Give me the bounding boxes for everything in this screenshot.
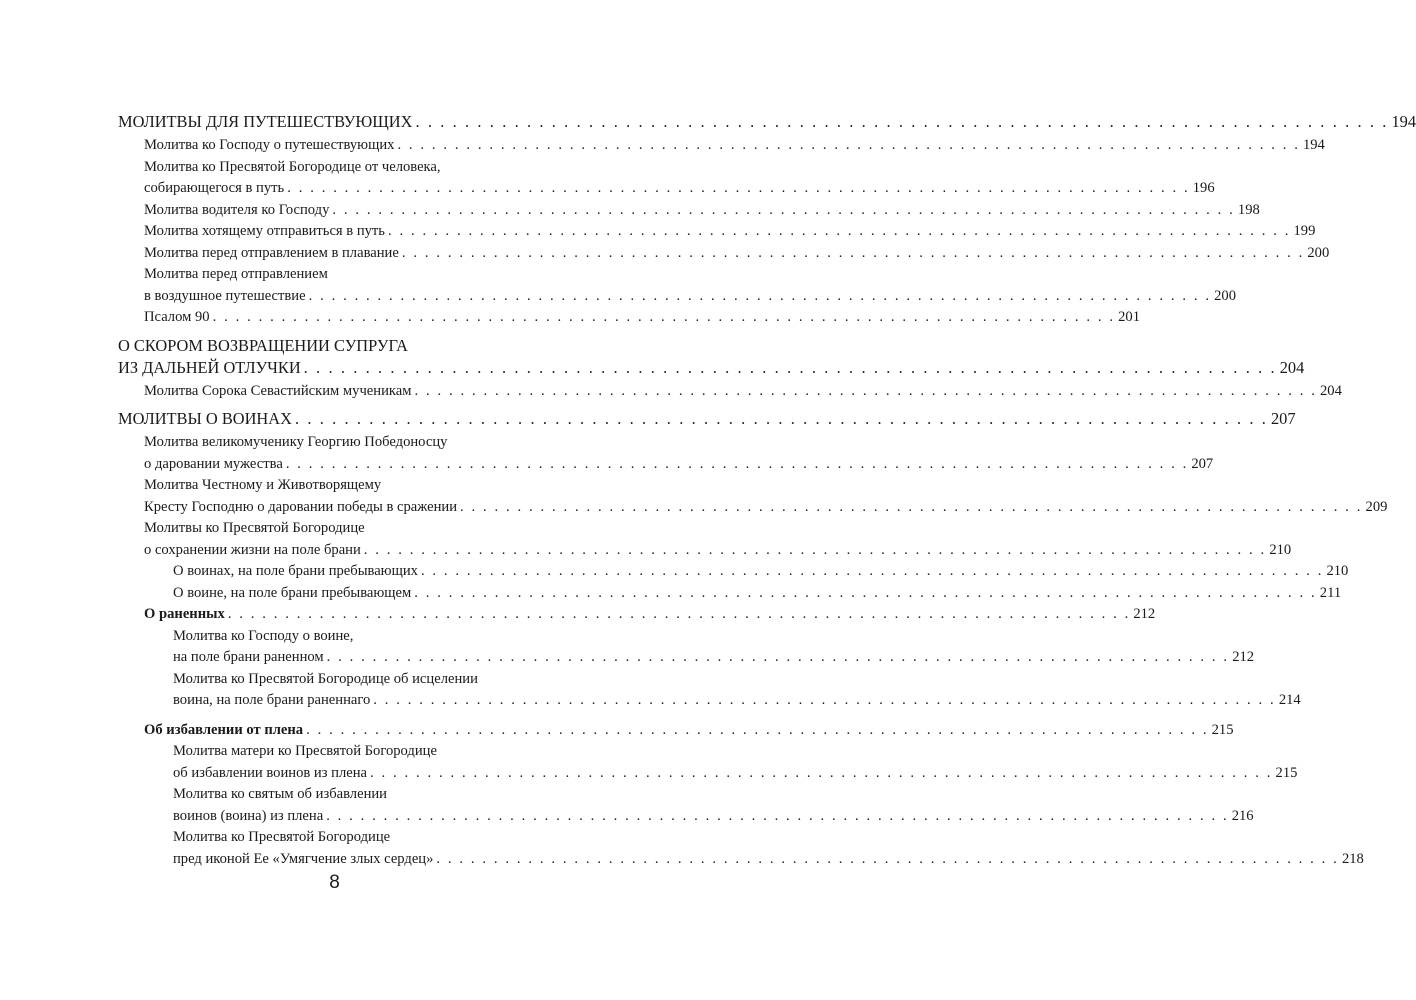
dot-leader: . . . . . . . . . . . . . . . . . . . . . . . . . . . . . . . . . . . . . . . . . . . . . . . . . . . . . . . . . . . . . . . . . . . . . . . . . . . . . . . bbox=[420, 563, 1324, 579]
dot-leader: . . . . . . . . . . . . . . . . . . . . . . . . . . . . . . . . . . . . . . . . . . . . . . . . . . . . . . . . . . . . . . . . . . . . . . . . . . . . . . . bbox=[373, 692, 1276, 708]
dot-leader: . . . . . . . . . . . . . . . . . . . . . . . . . . . . . . . . . . . . . . . . . . . . . . . . . . . . . . . . . . . . . . . . . . . . . . . . . . . . . . . bbox=[387, 223, 1291, 239]
toc-entry-row bbox=[144, 540, 1292, 562]
dot-leader: . . . . . . . . . . . . . . . . . . . . . . . . . . . . . . . . . . . . . . . . . . . . . . . . . . . . . . . . . . . . . . . . . . . . . . . . . . . . . . . bbox=[212, 309, 1116, 325]
toc-page-number: 200 bbox=[1214, 287, 1236, 304]
toc-entry-row bbox=[144, 286, 1236, 308]
toc-entry[interactable] bbox=[118, 475, 1388, 518]
toc-page-number: 199 bbox=[1293, 223, 1316, 239]
toc-entry-title: Молитва Сорока Севастийским мученикам bbox=[144, 382, 412, 399]
toc-entry[interactable] bbox=[118, 200, 1260, 222]
dot-leader: . . . . . . . . . . . . . . . . . . . . . . . . . . . . . . . . . . . . . . . . . . . . . . . . . . . . . . . . . . . . . . . . . . . . . . . . . . . . . . . bbox=[415, 112, 1389, 131]
dot-leader: . . . . . . . . . . . . . . . . . . . . . . . . . . . . . . . . . . . . . . . . . . . . . . . . . . . . . . . . . . . . . . . . . . . . . . . . . . . . . . . bbox=[370, 764, 1273, 781]
dot-leader: . . . . . . . . . . . . . . . . . . . . . . . . . . . . . . . . . . . . . . . . . . . . . . . . . . . . . . . . . . . . . . . . . . . . . . . . . . . . . . . bbox=[436, 850, 1339, 867]
toc-entry-title: Молитва хотящему отправиться в путь bbox=[144, 223, 385, 239]
toc-entry-row bbox=[118, 357, 1305, 379]
dot-leader: . . . . . . . . . . . . . . . . . . . . . . . . . . . . . . . . . . . . . . . . . . . . . . . . . . . . . . . . . . . . . . . . . . . . . . . . . . . . . . . bbox=[363, 541, 1267, 558]
dot-leader: . . . . . . . . . . . . . . . . . . . . . . . . . . . . . . . . . . . . . . . . . . . . . . . . . . . . . . . . . . . . . . . . . . . . . . . . . . . . . . . bbox=[308, 287, 1212, 304]
toc-page-number: 214 bbox=[1278, 692, 1301, 708]
toc-page-number: 216 bbox=[1231, 807, 1254, 824]
toc-entry[interactable] bbox=[118, 583, 1342, 605]
toc-entry-title-line: Молитва ко Пресвятой Богородице от человека, bbox=[144, 158, 441, 175]
toc-entry-title: воина, на поле брани раненнаго bbox=[173, 692, 371, 708]
toc-entry-title: Кресту Господню о даровании победы в сражении bbox=[144, 498, 458, 515]
toc-entry[interactable] bbox=[118, 784, 1254, 827]
toc-page-number: 207 bbox=[1191, 455, 1214, 472]
toc-entry[interactable] bbox=[118, 135, 1325, 157]
toc-entry-row bbox=[118, 111, 1416, 133]
toc-page-number: 201 bbox=[1118, 309, 1140, 325]
toc-entry-row bbox=[118, 408, 1296, 430]
toc-entry-row bbox=[144, 381, 1342, 403]
toc-page-number: 207 bbox=[1270, 409, 1296, 428]
toc-entry-title-line: Молитва матери ко Пресвятой Богородице bbox=[173, 743, 437, 759]
dot-leader: . . . . . . . . . . . . . . . . . . . . . . . . . . . . . . . . . . . . . . . . . . . . . . . . . . . . . . . . . . . . . . . . . . . . . . . . . . . . . . . bbox=[397, 137, 1300, 153]
dot-leader: . . . . . . . . . . . . . . . . . . . . . . . . . . . . . . . . . . . . . . . . . . . . . . . . . . . . . . . . . . . . . . . . . . . . . . . . . . . . . . . bbox=[414, 382, 1317, 399]
toc-entry-title-line: Молитва Честному и Животворящему bbox=[144, 477, 382, 493]
toc-entry-title: Молитва водителя ко Господу bbox=[144, 201, 330, 218]
toc-entry[interactable] bbox=[118, 561, 1349, 583]
toc-page-number: 200 bbox=[1307, 244, 1330, 261]
toc-entry-title: Об избавлении от плена bbox=[144, 721, 304, 738]
toc-entry-title: в воздушное путешествие bbox=[144, 287, 306, 304]
toc-entry-title: воинов (воина) из плена bbox=[173, 807, 324, 824]
toc-entry-row bbox=[144, 243, 1330, 265]
toc-entry-row bbox=[173, 806, 1254, 828]
toc-entry[interactable] bbox=[118, 741, 1298, 784]
toc-entry[interactable] bbox=[118, 827, 1364, 870]
toc-entry-title-line: О СКОРОМ ВОЗВРАЩЕНИИ СУПРУГА bbox=[118, 335, 408, 355]
toc-entry-title: о даровании мужества bbox=[144, 455, 283, 472]
dot-leader: . . . . . . . . . . . . . . . . . . . . . . . . . . . . . . . . . . . . . . . . . . . . . . . . . . . . . . . . . . . . . . . . . . . . . . . . . . . . . . . bbox=[326, 649, 1230, 665]
toc-section[interactable] bbox=[118, 335, 1305, 379]
toc-entry-row bbox=[173, 690, 1301, 712]
toc-entry-title: об избавлении воинов из плена bbox=[173, 764, 368, 781]
toc-entry-row bbox=[173, 763, 1298, 785]
toc-page-number: 198 bbox=[1237, 201, 1260, 218]
toc-entry-title: МОЛИТВЫ О ВОИНАХ bbox=[118, 409, 292, 428]
toc-page-number: 194 bbox=[1391, 112, 1416, 131]
toc-page-number: 218 bbox=[1341, 850, 1364, 867]
toc-page-number: 210 bbox=[1269, 541, 1292, 558]
dot-leader: . . . . . . . . . . . . . . . . . . . . . . . . . . . . . . . . . . . . . . . . . . . . . . . . . . . . . . . . . . . . . . . . . . . . . . . . . . . . . . . bbox=[326, 807, 1229, 824]
toc-entry-row bbox=[144, 200, 1260, 222]
dot-leader: . . . . . . . . . . . . . . . . . . . . . . . . . . . . . . . . . . . . . . . . . . . . . . . . . . . . . . . . . . . . . . . . . . . . . . . . . . . . . . . bbox=[332, 201, 1235, 218]
toc-entry-row bbox=[144, 221, 1316, 243]
toc-entry-title: Псалом 90 bbox=[144, 309, 210, 325]
toc-entry-title: ИЗ ДАЛЬНЕЙ ОТЛУЧКИ bbox=[118, 357, 301, 377]
toc-entry-row bbox=[144, 178, 1215, 200]
table-of-contents bbox=[118, 111, 1416, 870]
toc-page-number: 212 bbox=[1232, 649, 1255, 665]
toc-entry-title-line: Молитва ко святым об избавлении bbox=[173, 786, 387, 802]
toc-entry-title-line: Молитва ко Пресвятой Богородице об исцелении bbox=[173, 670, 478, 687]
dot-leader: . . . . . . . . . . . . . . . . . . . . . . . . . . . . . . . . . . . . . . . . . . . . . . . . . . . . . . . . . . . . . . . . . . . . . . . . . . . . . . . bbox=[227, 606, 1131, 622]
toc-entry-row bbox=[144, 307, 1140, 329]
toc-entry[interactable] bbox=[118, 432, 1214, 475]
toc-page-number: 194 bbox=[1302, 137, 1325, 153]
toc-entry-row bbox=[144, 135, 1325, 157]
dot-leader: . . . . . . . . . . . . . . . . . . . . . . . . . . . . . . . . . . . . . . . . . . . . . . . . . . . . . . . . . . . . . . . . . . . . . . . . . . . . . . . bbox=[287, 180, 1190, 196]
toc-entry-row bbox=[173, 561, 1349, 583]
toc-page-number: 204 bbox=[1279, 357, 1305, 377]
dot-leader: . . . . . . . . . . . . . . . . . . . . . . . . . . . . . . . . . . . . . . . . . . . . . . . . . . . . . . . . . . . . . . . . . . . . . . . . . . . . . . . bbox=[414, 584, 1317, 601]
toc-entry[interactable] bbox=[118, 381, 1342, 403]
toc-page-number: 215 bbox=[1211, 721, 1234, 738]
toc-entry-title: собирающегося в путь bbox=[144, 180, 285, 196]
toc-entry-row bbox=[173, 647, 1255, 669]
toc-entry[interactable] bbox=[118, 157, 1215, 200]
toc-entry-title-line: Молитва ко Господу о воине, bbox=[173, 627, 354, 644]
toc-entry-title: Молитва перед отправлением в плавание bbox=[144, 244, 399, 261]
toc-page-number: 210 bbox=[1326, 563, 1349, 579]
toc-section[interactable] bbox=[118, 111, 1416, 133]
toc-entry-row bbox=[144, 604, 1156, 626]
toc-entry-title-line: Молитвы ко Пресвятой Богородице bbox=[144, 520, 365, 536]
toc-entry[interactable] bbox=[118, 720, 1234, 742]
toc-page-number: 196 bbox=[1192, 180, 1215, 196]
toc-entry-title-line: Молитва великомученику Георгию Победоносцу bbox=[144, 434, 448, 450]
toc-entry-row bbox=[144, 720, 1234, 742]
toc-entry-title: Молитва ко Господу о путешествующих bbox=[144, 137, 395, 153]
toc-entry[interactable] bbox=[118, 221, 1316, 243]
toc-entry-title: О воине, на поле брани пребывающем bbox=[173, 584, 412, 601]
dot-leader: . . . . . . . . . . . . . . . . . . . . . . . . . . . . . . . . . . . . . . . . . . . . . . . . . . . . . . . . . . . . . . . . . . . . . . . . . . . . . . . bbox=[285, 455, 1189, 472]
toc-entry-title: о сохранении жизни на поле брани bbox=[144, 541, 361, 558]
dot-leader: . . . . . . . . . . . . . . . . . . . . . . . . . . . . . . . . . . . . . . . . . . . . . . . . . . . . . . . . . . . . . . . . . . . . . . . . . . . . . . . bbox=[460, 498, 1363, 515]
toc-entry[interactable] bbox=[118, 518, 1292, 561]
page-number: 8 bbox=[329, 872, 340, 893]
toc-entry[interactable] bbox=[118, 669, 1301, 712]
toc-entry-title-line: Молитва перед отправлением bbox=[144, 266, 328, 282]
dot-leader: . . . . . . . . . . . . . . . . . . . . . . . . . . . . . . . . . . . . . . . . . . . . . . . . . . . . . . . . . . . . . . . . . . . . . . . . . . . . . . . bbox=[401, 244, 1305, 261]
toc-page-number: 215 bbox=[1275, 764, 1298, 781]
toc-entry[interactable] bbox=[118, 626, 1255, 669]
toc-entry-row bbox=[144, 454, 1214, 476]
toc-entry-title: О воинах, на поле брани пребывающих bbox=[173, 563, 418, 579]
toc-page-number: 204 bbox=[1320, 382, 1342, 399]
toc-entry-title: пред иконой Ее «Умягчение злых сердец» bbox=[173, 850, 434, 867]
toc-page-number: 212 bbox=[1133, 606, 1156, 622]
toc-entry-title: МОЛИТВЫ ДЛЯ ПУТЕШЕСТВУЮЩИХ bbox=[118, 112, 413, 131]
toc-page-number: 211 bbox=[1319, 584, 1342, 601]
toc-entry[interactable] bbox=[118, 604, 1156, 626]
dot-leader: . . . . . . . . . . . . . . . . . . . . . . . . . . . . . . . . . . . . . . . . . . . . . . . . . . . . . . . . . . . . . . . . . . . . . . . . . . . . . . . bbox=[306, 721, 1209, 738]
toc-entry-row bbox=[173, 849, 1364, 871]
toc-entry-title: на поле брани раненном bbox=[173, 649, 324, 665]
toc-entry[interactable] bbox=[118, 243, 1330, 265]
toc-entry[interactable] bbox=[118, 307, 1140, 329]
dot-leader: . . . . . . . . . . . . . . . . . . . . . . . . . . . . . . . . . . . . . . . . . . . . . . . . . . . . . . . . . . . . . . . . . . . . . . . . . . . . . . . bbox=[303, 357, 1277, 377]
toc-page-number: 209 bbox=[1365, 498, 1388, 515]
dot-leader: . . . . . . . . . . . . . . . . . . . . . . . . . . . . . . . . . . . . . . . . . . . . . . . . . . . . . . . . . . . . . . . . . . . . . . . . . . . . . . . bbox=[294, 409, 1268, 428]
toc-entry-title-line: Молитва ко Пресвятой Богородице bbox=[173, 829, 391, 845]
toc-entry-row bbox=[144, 497, 1388, 519]
toc-section[interactable] bbox=[118, 408, 1296, 430]
toc-entry-row bbox=[173, 583, 1342, 605]
toc-entry-title: О раненных bbox=[144, 606, 225, 622]
toc-entry[interactable] bbox=[118, 264, 1236, 307]
